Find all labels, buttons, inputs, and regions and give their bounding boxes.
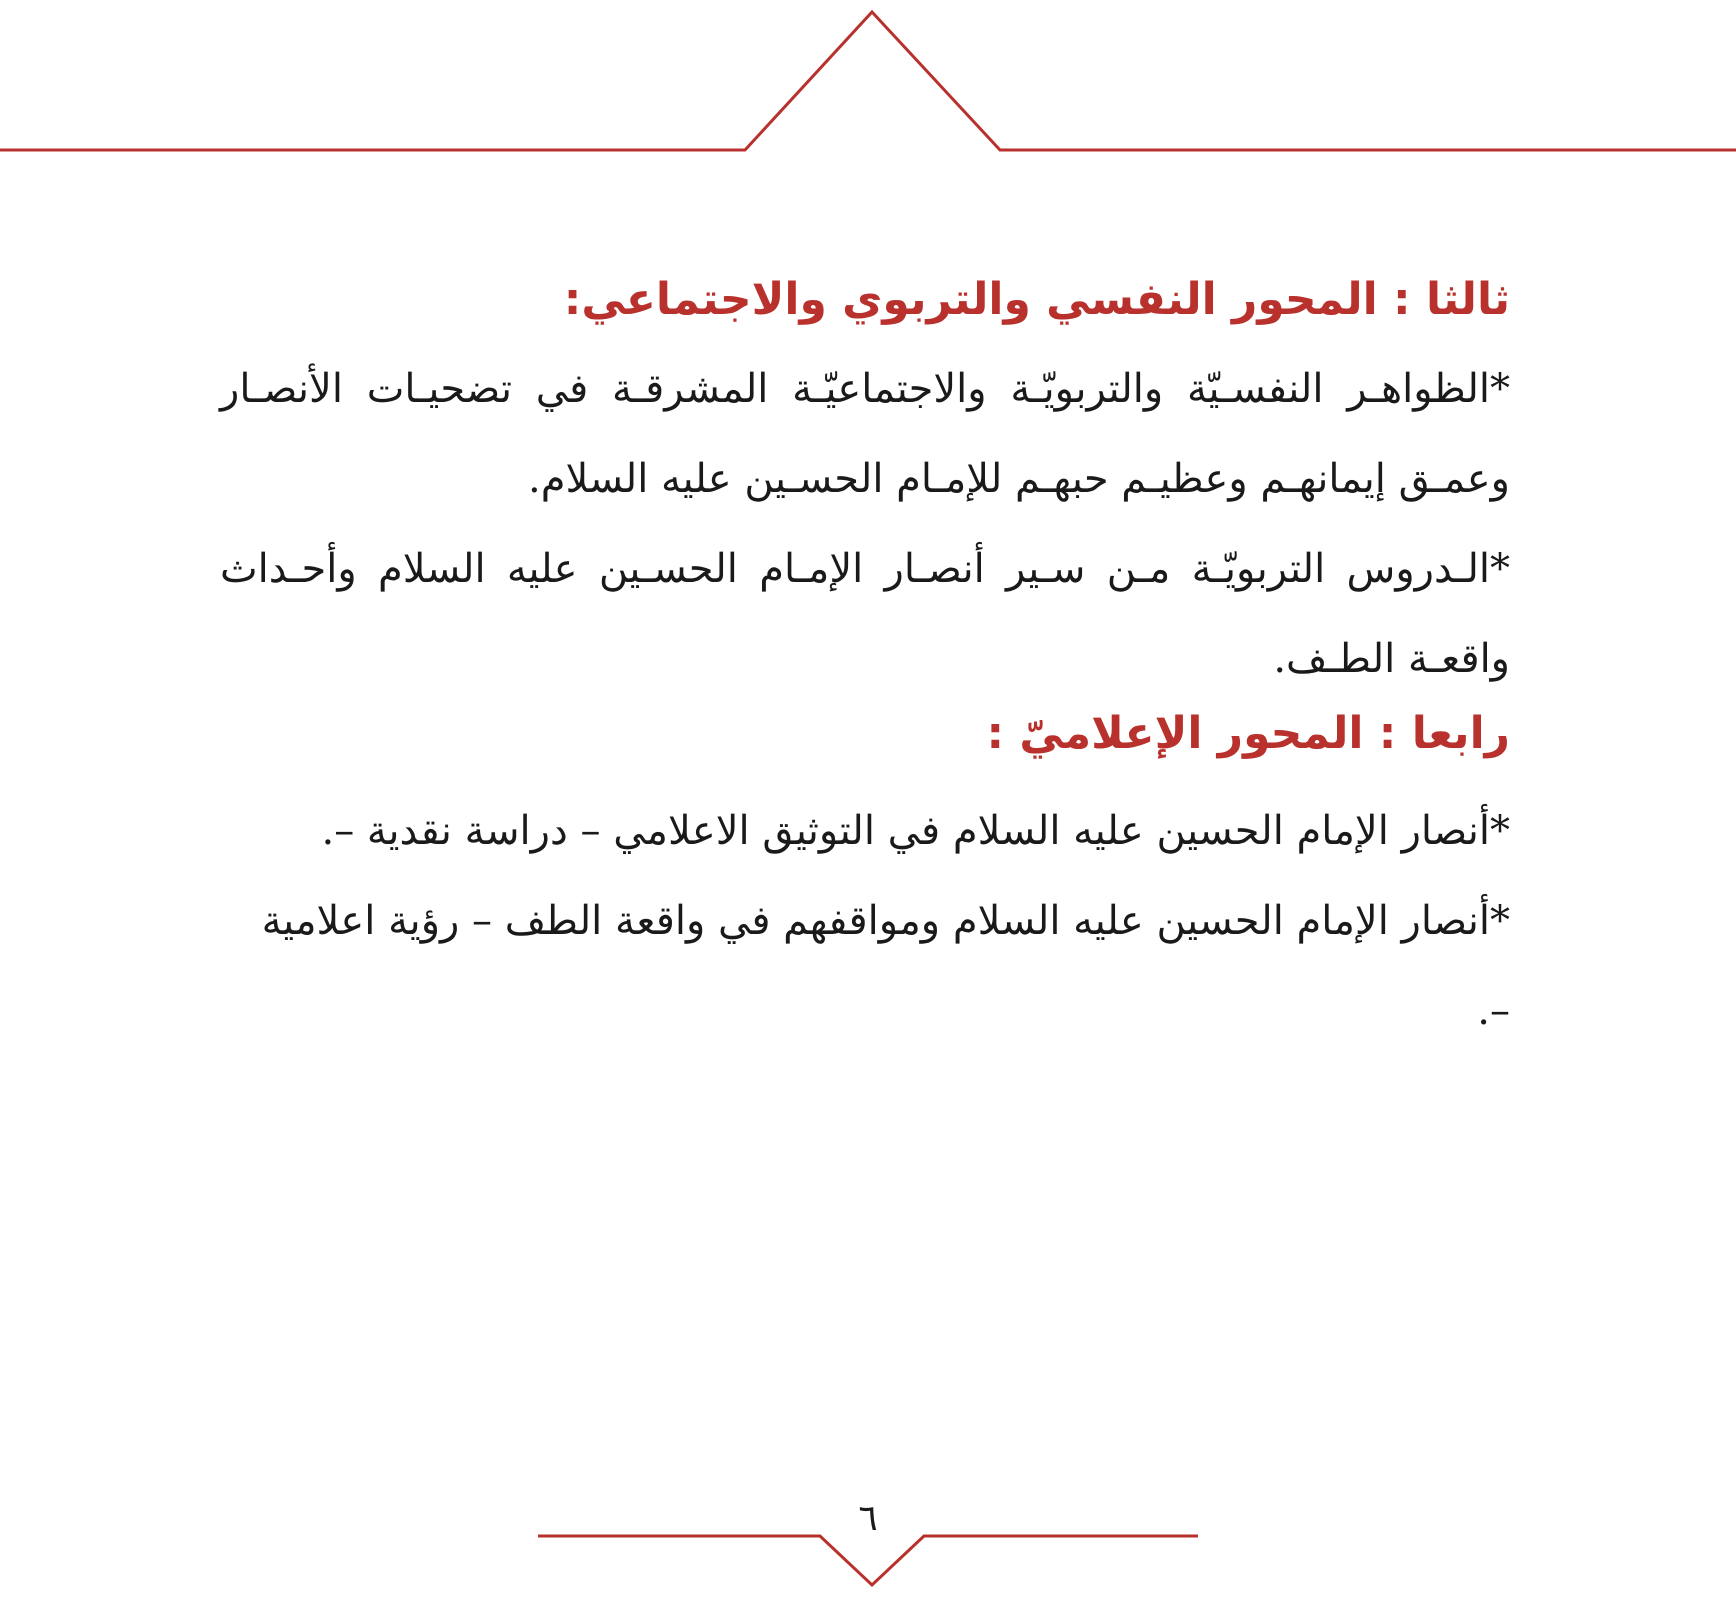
list-item-educational-lessons: *الـدروس التربويّـة مـن سـير أنصـار الإمـام الحسـين عليه السلام وأحـداث واقعـة الطـف. [220, 546, 1510, 682]
list-item-psychological-phenomena: *الظواهـر النفسـيّة والتربويّـة والاجتماعيّـة المشرقـة في تضحيـات الأنصـار وعمـق إيمانهـم وعظيـم حبهـم للإمـام الحسـين عليه السلام. [220, 366, 1510, 502]
bottom-border-line [538, 1536, 1198, 1585]
section-heading-media: رابعا : المحور الإعلاميّ : [986, 708, 1510, 759]
list-item-media-documentation: *أنصار الإمام الحسين عليه السلام في التوثيق الاعلامي – دراسة نقدية –. [321, 808, 1510, 854]
top-border-line [0, 12, 1736, 150]
page-number: ٦ [858, 1498, 878, 1539]
list-item-media-vision: *أنصار الإمام الحسين عليه السلام ومواقفهم في واقعة الطف – رؤية اعلامية –. [261, 898, 1510, 1034]
section-heading-psychological: ثالثا : المحور النفسي والتربوي والاجتماعي: [563, 274, 1510, 325]
page-content [220, 270, 1510, 1056]
